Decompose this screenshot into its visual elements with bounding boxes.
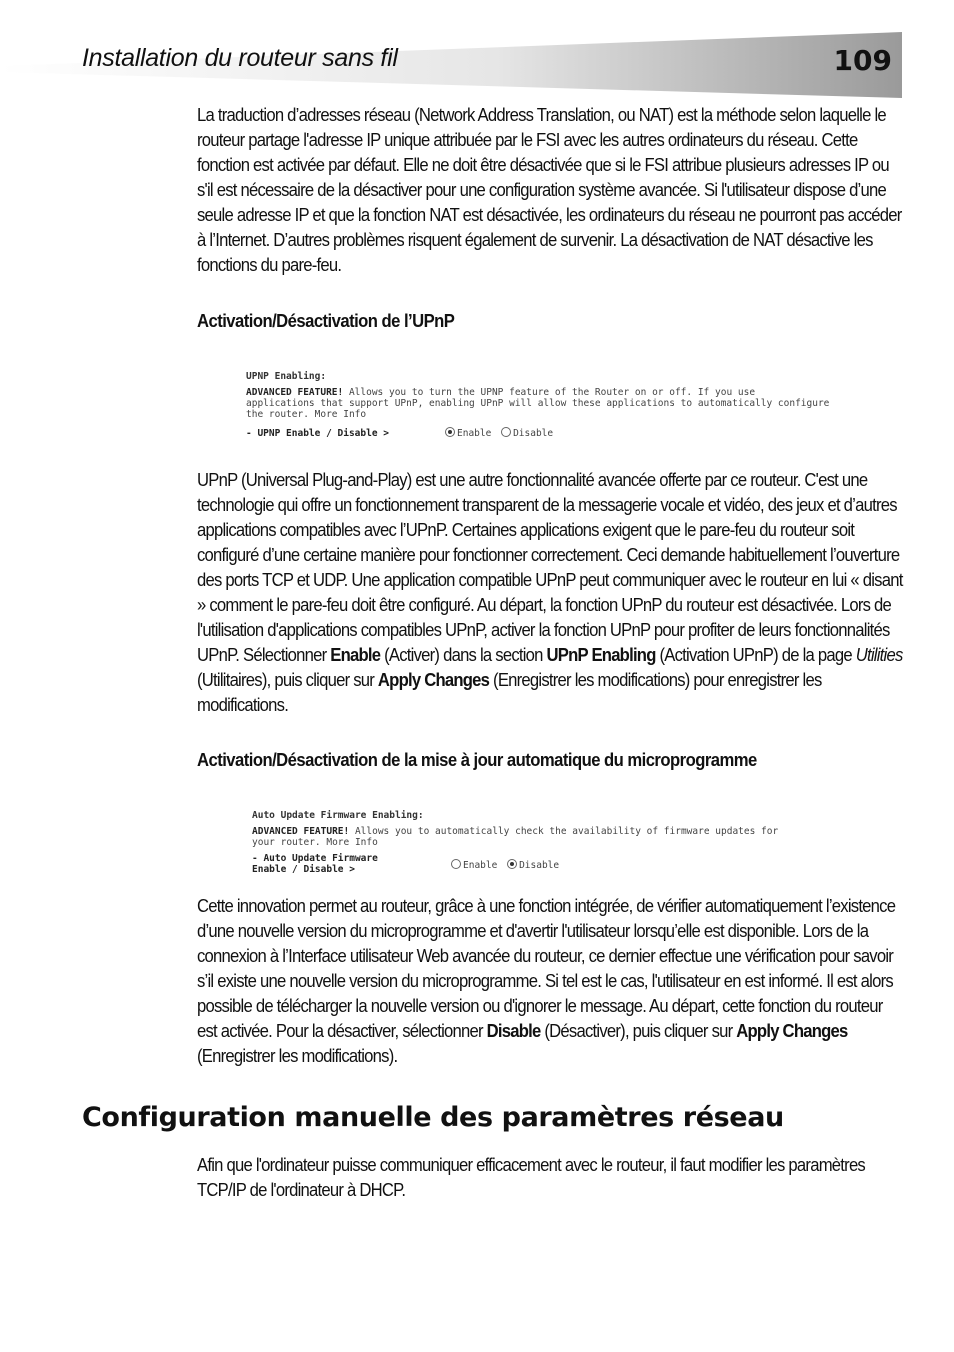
upnp-para-upnp-enabling: UPnP Enabling xyxy=(546,644,656,665)
running-header-title: Installation du routeur sans fil xyxy=(82,44,398,72)
firmware-enable-label: Enable xyxy=(463,860,498,871)
firmware-para-text-1: Cette innovation permet au routeur, grâce à une fonction intégrée, de vérifier automatiquement l’existence d’une nouvelle version du microprogramme et d'avertir l'utilisateur lorsqu’elle est disponible. Lors de la connexion à l’Interface utilisateur Web avancée du routeur, ce dernier effectue une vérification pour savoir s’il existe une nouvelle version du microprogramme. Si tel est le cas, l'utilisateur en est informé. Il est alors possible de télécharger la nouvelle version ou d'ignorer le message. Au départ, cette fonction du routeur est activée. Pour la désactiver, sélectionner xyxy=(197,895,896,1041)
upnp-screenshot-desc xyxy=(246,387,755,398)
firmware-disable-radio[interactable] xyxy=(507,859,517,869)
firmware-settings-screenshot xyxy=(252,810,779,880)
upnp-para-apply-changes: Apply Changes xyxy=(377,669,490,690)
advanced-feature-label: ADVANCED FEATURE! xyxy=(246,387,344,398)
firmware-disable-label: Disable xyxy=(519,860,560,871)
upnp-para-text-4: (Utilitaires), puis cliquer sur xyxy=(197,669,378,690)
upnp-para-text-5: (Enregistrer les modifications) pour enregistrer les modifications. xyxy=(197,669,822,715)
firmware-heading: Activation/Désactivation de la mise à jour automatique du microprogramme xyxy=(197,749,757,770)
upnp-enable-label: Enable xyxy=(457,428,492,439)
nat-paragraph-text: La traduction d’adresses réseau (Network Address Translation, ou NAT) est la méthode selon laquelle le routeur partage l'adresse IP unique attribuée par le FSI avec les autres ordinateurs du réseau. Cette fonction est activée par défaut. Elle ne doit être désactivée que si le FSI attribue plusieurs adresses IP ou s'il est nécessaire de la désactiver pour une configuration système avancée. Si l'utilisateur dispose d’une seule adresse IP et que la fonction NAT est désactivée, les ordinateurs du réseau ne pourront pas accéder à l’Internet. D’autres problèmes risquent également de survenir. La désactivation de NAT désactive les fonctions du pare-feu. xyxy=(197,104,902,275)
upnp-radio-group xyxy=(445,427,557,439)
firmware-radio-group xyxy=(451,859,563,871)
manual-config-text: Afin que l'ordinateur puisse communiquer efficacement avec le routeur, il faut modifier les paramètres TCP/IP de l'ordinateur à DHCP. xyxy=(197,1154,865,1200)
firmware-para-text-2: (Désactiver), puis cliquer sur xyxy=(540,1020,737,1041)
upnp-para-text-1: UPnP (Universal Plug-and-Play) est une autre fonctionnalité avancée offerte par ce routeur. C'est une technologie qui offre un fonctionnement transparent de la messagerie vocale et vidéo, des jeux et d’autres applications compatibles avec l’UPnP. Certaines applications exigent que le pare-feu du routeur soit configuré d’une certaine manière pour fonctionner correctement. Ceci demande habituellement l’ouverture des ports TCP et UDP. Une application compatible UPnP peut communiquer avec le routeur en lui « disant » comment le pare-feu doit être configuré. Au départ, la fonction UPnP du routeur est désactivée. Lors de l'utilisation d'applications compatibles UPnP, activer la fonction UPnP pour profiter de leurs fonctionnalités UPnP. Sélectionner xyxy=(197,469,903,665)
manual-config-paragraph xyxy=(197,1152,903,1202)
upnp-screenshot-title: UPNP Enabling: xyxy=(246,371,327,382)
upnp-settings-screenshot xyxy=(246,371,830,443)
firmware-para-disable: Disable xyxy=(486,1020,541,1041)
upnp-desc-line-3: the router. More Info xyxy=(246,409,367,420)
firmware-screenshot-desc xyxy=(252,826,778,837)
firmware-row-label-1: - Auto Update Firmware xyxy=(252,853,378,864)
upnp-enable-disable-label: - UPNP Enable / Disable > xyxy=(246,428,389,439)
firmware-row-label-2: Enable / Disable > xyxy=(252,864,355,875)
firmware-para-text-3: (Enregistrer les modifications). xyxy=(197,1045,398,1066)
upnp-enable-radio[interactable] xyxy=(445,427,455,437)
upnp-para-enable: Enable xyxy=(330,644,381,665)
upnp-disable-radio[interactable] xyxy=(501,427,511,437)
firmware-screenshot-title: Auto Update Firmware Enabling: xyxy=(252,810,424,821)
upnp-para-text-3: (Activation UPnP) de la page xyxy=(655,644,856,665)
firmware-enable-radio[interactable] xyxy=(451,859,461,869)
upnp-para-text-2: (Activer) dans la section xyxy=(380,644,547,665)
upnp-desc-line-1: Allows you to turn the UPNP feature of the Router on or off. If you use xyxy=(343,387,756,398)
upnp-disable-label: Disable xyxy=(513,428,554,439)
firmware-advanced-feature-label: ADVANCED FEATURE! xyxy=(252,826,350,837)
firmware-paragraph xyxy=(197,893,903,1068)
upnp-paragraph xyxy=(197,467,903,717)
firmware-para-apply-changes: Apply Changes xyxy=(736,1020,848,1041)
upnp-para-utilities: Utilities xyxy=(855,644,903,665)
upnp-desc-line-2: applications that support UPnP, enabling UPnP will allow these applications to automatically configure xyxy=(246,398,830,409)
upnp-heading: Activation/Désactivation de l’UPnP xyxy=(197,310,455,331)
firmware-desc-line-1: Allows you to automatically check the availability of firmware updates for xyxy=(349,826,779,837)
nat-paragraph xyxy=(197,102,903,277)
firmware-desc-line-2: your router. More Info xyxy=(252,837,378,848)
manual-config-heading: Configuration manuelle des paramètres réseau xyxy=(82,1102,784,1133)
page-number: 109 xyxy=(833,44,892,77)
